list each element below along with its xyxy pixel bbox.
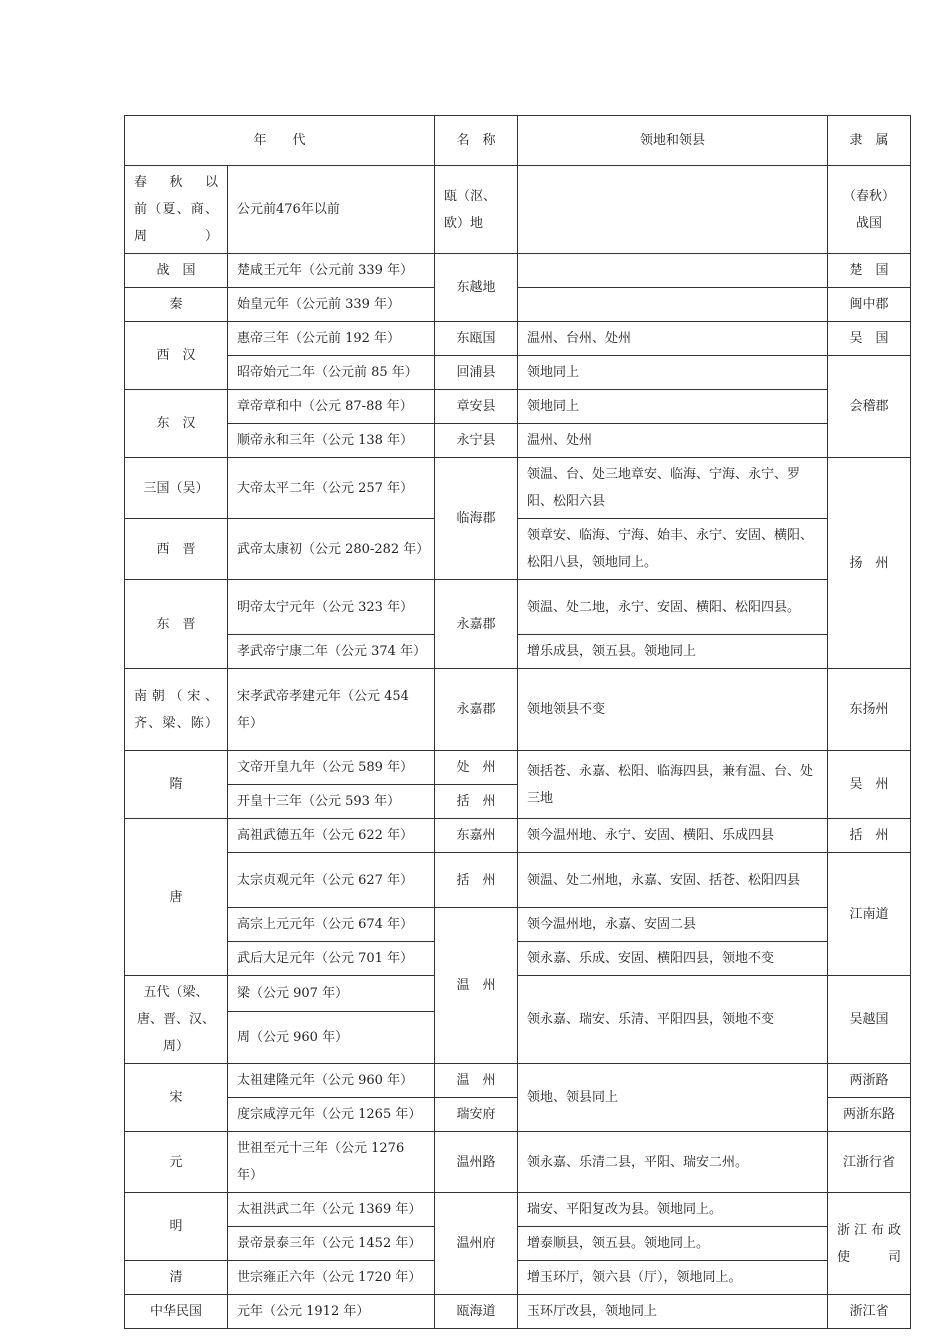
era-cell: 始皇元年（公元前 339 年） [228, 288, 435, 322]
table-row [125, 356, 911, 390]
territory-cell: 领地领县不变 [518, 669, 828, 751]
table-row [125, 458, 911, 519]
territory-cell [518, 166, 828, 254]
table-row [125, 853, 911, 908]
affiliation-cell: 两浙路 [828, 1064, 911, 1098]
header-territory: 领地和领县 [518, 116, 828, 166]
territory-cell: 领温、处二地，永宁、安固、横阳、松阳四县。 [518, 580, 828, 635]
table-row [125, 288, 911, 322]
name-cell: 永嘉郡 [435, 580, 518, 669]
name-cell: 处 州 [435, 751, 518, 785]
period-cell: 东 晋 [125, 580, 228, 669]
period-cell: 五代（梁、唐、晋、汉、周） [125, 976, 228, 1064]
period-cell: 明 [125, 1193, 228, 1261]
affiliation-cell: 浙江布政使司 [828, 1193, 911, 1295]
period-cell: 东 汉 [125, 390, 228, 458]
affiliation-cell: 吴 国 [828, 322, 911, 356]
affiliation-cell: 楚 国 [828, 254, 911, 288]
era-cell: 楚咸王元年（公元前 339 年） [228, 254, 435, 288]
table-header-row [125, 116, 911, 166]
table-row [125, 580, 911, 635]
table-row [125, 751, 911, 785]
era-cell: 开皇十三年（公元 593 年） [228, 785, 435, 819]
affiliation-cell: 括 州 [828, 819, 911, 853]
table-row [125, 1064, 911, 1098]
table-row [125, 322, 911, 356]
period-cell: 秦 [125, 288, 228, 322]
name-cell: 瑞安府 [435, 1098, 518, 1132]
table-row [125, 1295, 911, 1329]
era-cell: 度宗咸淳元年（公元 1265 年） [228, 1098, 435, 1132]
era-cell: 梁（公元 907 年） [228, 976, 435, 1012]
table-row [125, 1132, 911, 1193]
name-cell: 括 州 [435, 853, 518, 908]
table-row [125, 254, 911, 288]
territory-cell: 温州、处州 [518, 424, 828, 458]
era-cell: 周（公元 960 年） [228, 1012, 435, 1064]
territory-cell: 增乐成县，领五县。领地同上 [518, 635, 828, 669]
territory-cell: 领永嘉、瑞安、乐清、平阳四县，领地不变 [518, 976, 828, 1064]
territory-cell: 领地同上 [518, 390, 828, 424]
table-row [125, 519, 911, 580]
era-cell: 武帝太康初（公元 280-282 年） [228, 519, 435, 580]
table-row [125, 1193, 911, 1227]
name-cell: 永嘉郡 [435, 669, 518, 751]
affiliation-cell: 江浙行省 [828, 1132, 911, 1193]
era-cell: 元年（公元 1912 年） [228, 1295, 435, 1329]
territory-cell: 领温、处二州地，永嘉、安固、括苍、松阳四县 [518, 853, 828, 908]
period-cell: 西 汉 [125, 322, 228, 390]
period-cell: 中华民国 [125, 1295, 228, 1329]
era-cell: 顺帝永和三年（公元 138 年） [228, 424, 435, 458]
territory-cell: 领温、台、处三地章安、临海、宁海、永宁、罗阳、松阳六县 [518, 458, 828, 519]
name-cell: 章安县 [435, 390, 518, 424]
territory-cell: 领今温州地，永嘉、安固二县 [518, 908, 828, 942]
header-name: 名 称 [435, 116, 518, 166]
table-row [125, 166, 911, 254]
affiliation-cell: 吴 州 [828, 751, 911, 819]
table-row [125, 942, 911, 976]
name-cell: 温 州 [435, 1064, 518, 1098]
territory-cell: 领地同上 [518, 356, 828, 390]
territory-cell: 领地、领县同上 [518, 1064, 828, 1132]
name-cell: 括 州 [435, 785, 518, 819]
era-cell: 公元前476年以前 [228, 166, 435, 254]
territory-cell: 增玉环厅，领六县（厅），领地同上。 [518, 1261, 828, 1295]
name-cell: 回浦县 [435, 356, 518, 390]
affiliation-cell: 东扬州 [828, 669, 911, 751]
territory-cell: 领今温州地、永宁、安固、横阳、乐成四县 [518, 819, 828, 853]
territory-cell: 领永嘉、乐清二县，平阳、瑞安二州。 [518, 1132, 828, 1193]
territory-cell [518, 288, 828, 322]
affiliation-cell: 会稽郡 [828, 356, 911, 458]
era-cell: 武后大足元年（公元 701 年） [228, 942, 435, 976]
territory-cell: 玉环厅改县，领地同上 [518, 1295, 828, 1329]
table-row [125, 908, 911, 942]
table-row [125, 635, 911, 669]
affiliation-cell: 浙江省 [828, 1295, 911, 1329]
period-cell: 隋 [125, 751, 228, 819]
name-cell: 温 州 [435, 908, 518, 1064]
header-affiliation: 隶 属 [828, 116, 911, 166]
affiliation-cell: 闽中郡 [828, 288, 911, 322]
era-cell: 世祖至元十三年（公元 1276 年） [228, 1132, 435, 1193]
period-cell: 唐 [125, 819, 228, 976]
era-cell: 文帝开皇九年（公元 589 年） [228, 751, 435, 785]
era-cell: 太宗贞观元年（公元 627 年） [228, 853, 435, 908]
era-cell: 大帝太平二年（公元 257 年） [228, 458, 435, 519]
territory-cell: 增泰顺县，领五县。领地同上。 [518, 1227, 828, 1261]
era-cell: 宋孝武帝孝建元年（公元 454 年） [228, 669, 435, 751]
name-cell: 永宁县 [435, 424, 518, 458]
period-cell: 南朝（宋、齐、梁、陈） [125, 669, 228, 751]
table-row [125, 424, 911, 458]
table-row [125, 390, 911, 424]
name-cell: 东越地 [435, 254, 518, 322]
era-cell: 惠帝三年（公元前 192 年） [228, 322, 435, 356]
header-era: 年 代 [125, 116, 435, 166]
era-cell: 景帝景泰三年（公元 1452 年） [228, 1227, 435, 1261]
territory-cell: 领永嘉、乐成、安固、横阳四县，领地不变 [518, 942, 828, 976]
era-cell: 章帝章和中（公元 87-88 年） [228, 390, 435, 424]
name-cell: 瓯海道 [435, 1295, 518, 1329]
period-cell: 三国（吴） [125, 458, 228, 519]
affiliation-cell: （春秋）战国 [828, 166, 911, 254]
table-row [125, 976, 911, 1012]
era-cell: 世宗雍正六年（公元 1720 年） [228, 1261, 435, 1295]
era-cell: 高宗上元元年（公元 674 年） [228, 908, 435, 942]
era-cell: 太祖洪武二年（公元 1369 年） [228, 1193, 435, 1227]
affiliation-cell: 江南道 [828, 853, 911, 976]
name-cell: 临海郡 [435, 458, 518, 580]
period-cell: 西 晋 [125, 519, 228, 580]
territory-cell: 领章安、临海、宁海、始丰、永宁、安固、横阳、松阳八县，领地同上。 [518, 519, 828, 580]
affiliation-cell: 两浙东路 [828, 1098, 911, 1132]
era-cell: 高祖武德五年（公元 622 年） [228, 819, 435, 853]
name-cell: 温州路 [435, 1132, 518, 1193]
territory-cell: 领括苍、永嘉、松阳、临海四县，兼有温、台、处三地 [518, 751, 828, 819]
era-cell: 太祖建隆元年（公元 960 年） [228, 1064, 435, 1098]
period-cell: 宋 [125, 1064, 228, 1132]
name-cell: 瓯（沤、欧）地 [435, 166, 518, 254]
table-row [125, 669, 911, 751]
affiliation-cell: 吴越国 [828, 976, 911, 1064]
table-row [125, 1227, 911, 1261]
table-row [125, 819, 911, 853]
territory-cell [518, 254, 828, 288]
period-cell: 元 [125, 1132, 228, 1193]
territory-cell: 瑞安、平阳复改为县。领地同上。 [518, 1193, 828, 1227]
era-cell: 孝武帝宁康二年（公元 374 年） [228, 635, 435, 669]
history-table [124, 115, 911, 1329]
affiliation-cell: 扬 州 [828, 458, 911, 669]
territory-cell: 温州、台州、处州 [518, 322, 828, 356]
name-cell: 东瓯国 [435, 322, 518, 356]
era-cell: 昭帝始元二年（公元前 85 年） [228, 356, 435, 390]
period-cell: 战 国 [125, 254, 228, 288]
period-cell: 清 [125, 1261, 228, 1295]
period-cell: 春 秋 以 前（夏、商、周） [125, 166, 228, 254]
era-cell: 明帝太宁元年（公元 323 年） [228, 580, 435, 635]
name-cell: 温州府 [435, 1193, 518, 1295]
table-row [125, 1261, 911, 1295]
name-cell: 东嘉州 [435, 819, 518, 853]
